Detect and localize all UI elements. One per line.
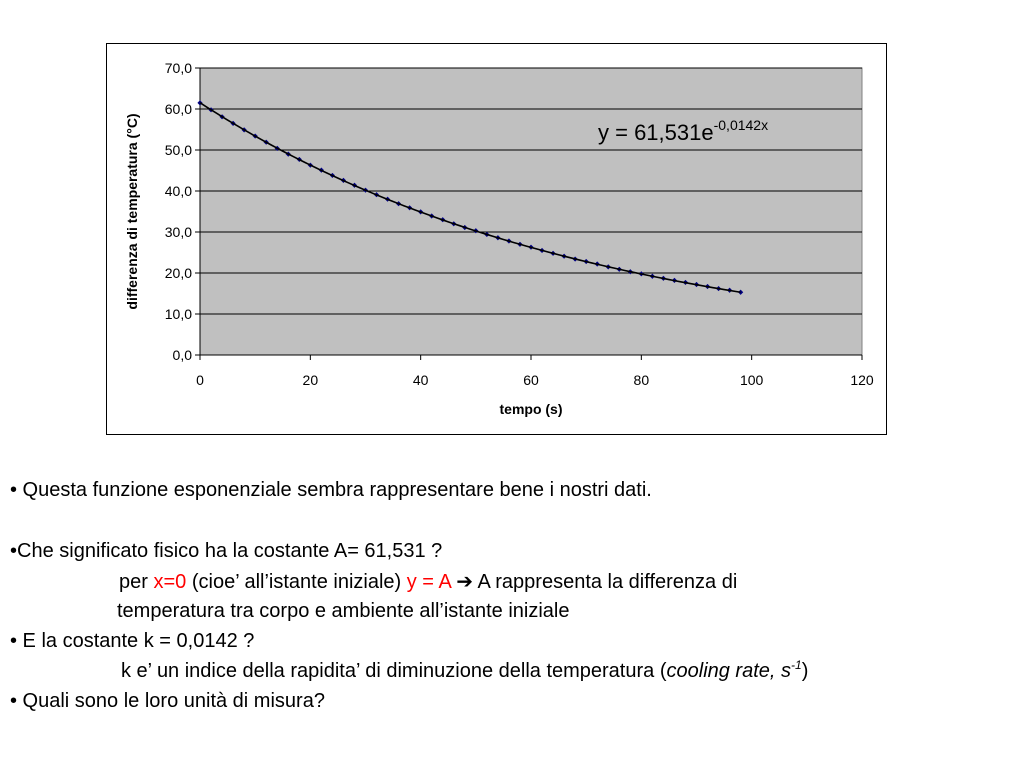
answer-a-x0: x=0 — [153, 571, 187, 593]
plot-area — [200, 68, 862, 355]
y-tick-label: 70,0 — [164, 60, 192, 76]
answer-a-line-2: temperatura tra corpo e ambiente all’istante iniziale — [117, 600, 570, 622]
answer-k-close: ) — [801, 660, 809, 682]
y-tick-label: 60,0 — [164, 101, 192, 117]
answer-a-y-equals-a: y = A — [406, 571, 451, 593]
answer-a-rest: A rappresenta la differenza di — [473, 571, 738, 593]
answer-a-mid: (cioe’ all’istante iniziale) — [186, 571, 407, 593]
x-tick-label: 80 — [633, 372, 650, 388]
answer-k-line — [121, 659, 1024, 683]
arrow-right-icon: ➔ — [456, 569, 474, 593]
answer-a-line — [119, 569, 1024, 594]
chart-frame — [106, 43, 887, 435]
y-tick-label: 10,0 — [164, 306, 192, 322]
bullet-question-a: •Che significato fisico ha la costante A= 61,531 ? — [10, 540, 443, 562]
bullet-units: • Quali sono le loro unità di misura? — [10, 690, 325, 712]
chart-svg — [107, 44, 888, 436]
x-tick-label: 60 — [523, 372, 539, 388]
answer-k-text: k e’ un indice della rapidita’ di diminuzione della temperatura ( — [121, 660, 667, 682]
x-tick-label: 100 — [739, 372, 764, 388]
x-tick-label: 120 — [850, 372, 874, 388]
y-axis-label: differenza di temperatura (°C) — [124, 113, 140, 310]
answer-k-sup: -1 — [791, 658, 802, 672]
bullet-question-k: • E la costante k = 0,0142 ? — [10, 630, 255, 652]
y-tick-label: 20,0 — [164, 265, 192, 281]
x-tick-label: 20 — [302, 372, 319, 388]
y-tick-label: 0,0 — [172, 347, 192, 363]
bullet-fit: • Questa funzione esponenziale sembra rappresentare bene i nostri dati. — [10, 479, 652, 501]
trendline-equation: $y = 61,531e^{-0,0142x}$ — [598, 117, 769, 145]
x-tick-label: 40 — [412, 372, 429, 388]
x-tick-label: 0 — [196, 372, 204, 388]
y-tick-label: 50,0 — [164, 142, 192, 158]
answer-k-italic: cooling rate, s — [666, 660, 792, 682]
x-axis-label: tempo (s) — [499, 401, 563, 417]
y-tick-label: 30,0 — [164, 224, 192, 240]
y-tick-label: 40,0 — [164, 183, 192, 199]
answer-a-per: per — [119, 571, 154, 593]
